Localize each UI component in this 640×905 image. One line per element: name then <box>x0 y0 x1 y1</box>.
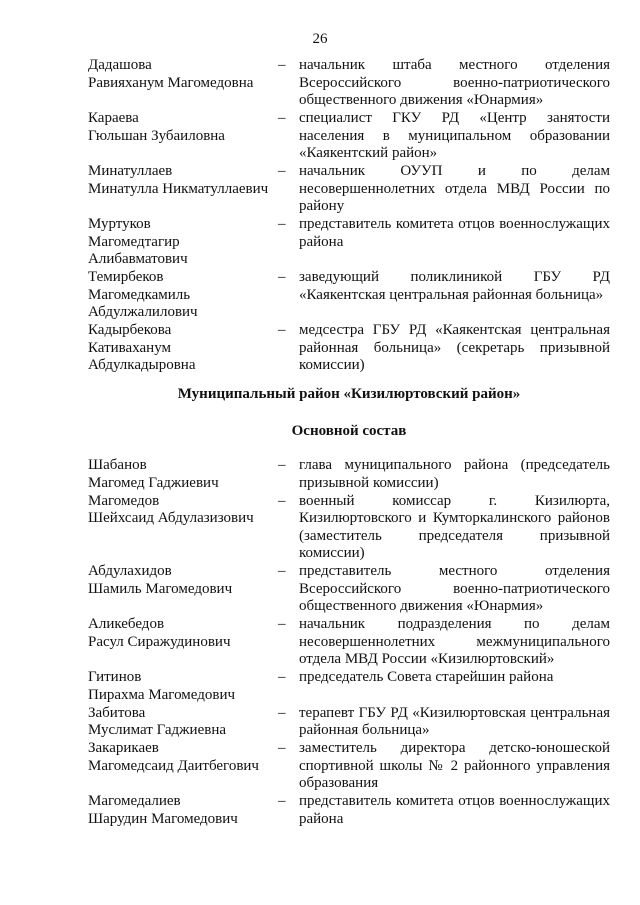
member-role: представитель местного отделения Всероссийского военно-патриотического общественного движения «Юнармия» <box>299 563 610 614</box>
member-role: представитель комитета отцов военнослужащих района <box>299 793 610 827</box>
member-name <box>88 616 276 669</box>
member-name <box>88 705 276 740</box>
member-name-line: Минатулла Никматуллаевич <box>88 180 269 197</box>
dash-separator: – <box>278 740 286 756</box>
member-name-line: Шамиль Магомедович <box>88 580 233 597</box>
dash-separator: – <box>278 110 286 126</box>
member-name-line: Магомедалиев <box>88 793 181 809</box>
member-role: терапевт ГБУ РД «Кизилюртовская центральная районная больница» <box>299 704 610 738</box>
member-name-line: Шарудин Магомедович <box>88 810 238 827</box>
member-role: председатель Совета старейшин района <box>299 669 554 685</box>
member-name <box>88 322 276 375</box>
dash-separator: – <box>278 269 286 285</box>
member-name-line: Равияханум Магомедовна <box>88 74 254 91</box>
member-name-line: Шабанов <box>88 457 147 473</box>
member-name-line: Закарикаев <box>88 740 159 756</box>
member-name <box>88 457 276 492</box>
main-composition-list <box>88 457 610 828</box>
member-entry <box>88 616 610 669</box>
dash-separator: – <box>278 216 286 232</box>
member-entry <box>88 322 610 375</box>
member-name-line: Абдулжалилович <box>88 304 198 320</box>
member-name-line: Аликебедов <box>88 616 165 632</box>
page-number: 26 <box>312 31 328 47</box>
member-name <box>88 669 276 704</box>
dash-separator: – <box>278 669 286 685</box>
member-entry <box>88 493 610 563</box>
member-name-line: Кадырбекова <box>88 322 172 338</box>
member-name-line: Пирахма Магомедович <box>88 686 236 703</box>
commission-members-list <box>88 57 610 375</box>
member-role: заведующий поликлиникой ГБУ РД «Каякентская центральная районная больница» <box>299 269 610 303</box>
member-name-line: Алибавматович <box>88 251 188 267</box>
member-entry <box>88 216 610 269</box>
member-role: начальник штаба местного отделения Всероссийского военно-патриотического общественного движения «Юнармия» <box>299 57 610 108</box>
composition-heading: Основной состав <box>291 423 407 439</box>
member-name-line: Магомедов <box>88 492 160 509</box>
member-role: специалист ГКУ РД «Центр занятости населения в муниципальном образовании «Каякентский район» <box>299 110 610 161</box>
member-name-line: Муртуков <box>88 216 151 232</box>
member-name <box>88 216 276 269</box>
member-name-line: Магомедсаид Даитбегович <box>88 757 259 774</box>
dash-separator: – <box>278 563 286 579</box>
member-name-line: Забитова <box>88 704 146 721</box>
dash-separator: – <box>278 322 286 338</box>
dash-separator: – <box>278 457 286 473</box>
member-name <box>88 493 276 563</box>
dash-separator: – <box>278 492 286 509</box>
member-entry <box>88 669 610 704</box>
member-name <box>88 740 276 793</box>
member-role: заместитель директора детско-юношеской спортивной школы № 2 районного управления образования <box>299 740 610 791</box>
member-entry <box>88 793 610 828</box>
member-name-line: Гюльшан Зубаиловна <box>88 127 225 144</box>
member-entry <box>88 457 610 492</box>
district-heading: Муниципальный район «Кизилюртовский район» <box>177 386 521 402</box>
dash-separator: – <box>278 163 286 179</box>
member-role: медсестра ГБУ РД «Каякентская центральная районная больница» (секретарь призывной комиссии) <box>299 322 610 373</box>
member-name <box>88 563 276 616</box>
member-entry <box>88 163 610 216</box>
member-name-line: Шейхсаид Абдулазизович <box>88 510 254 526</box>
member-name-line: Магомедкамиль <box>88 286 191 303</box>
member-name-line: Гитинов <box>88 669 142 685</box>
member-name-line: Караева <box>88 110 139 126</box>
member-name-line: Магомедтагир <box>88 233 180 250</box>
member-name-line: Абдулкадыровна <box>88 357 196 373</box>
member-name-line: Темирбеков <box>88 269 164 285</box>
member-entry <box>88 110 610 163</box>
member-name-line: Минатуллаев <box>88 163 173 179</box>
member-entry <box>88 269 610 322</box>
member-entry <box>88 740 610 793</box>
member-name <box>88 793 276 828</box>
member-name-line: Дадашова <box>88 57 152 73</box>
member-name-line: Расул Сиражудинович <box>88 633 231 650</box>
member-entry <box>88 57 610 110</box>
dash-separator: – <box>278 616 286 632</box>
member-role: военный комиссар г. Кизилюрта, Кизилюртовского и Кумторкалинского районов (заместитель председателя призывной комиссии) <box>299 492 610 561</box>
dash-separator: – <box>278 57 286 73</box>
member-entry <box>88 705 610 740</box>
member-name <box>88 163 276 216</box>
member-name-line: Абдулахидов <box>88 563 172 579</box>
dash-separator: – <box>278 793 286 809</box>
member-role: начальник подразделения по делам несовершеннолетних межмуниципального отдела МВД России «Кизилюртовский» <box>299 616 610 667</box>
member-entry <box>88 563 610 616</box>
member-name <box>88 110 276 163</box>
member-role: представитель комитета отцов военнослужащих района <box>299 216 610 250</box>
member-name <box>88 57 276 110</box>
member-name-line: Кативаханум <box>88 339 171 356</box>
dash-separator: – <box>278 704 286 721</box>
member-name-line: Магомед Гаджиевич <box>88 474 219 491</box>
member-name <box>88 269 276 322</box>
member-role: начальник ОУУП и по делам несовершеннолетних отдела МВД России по району <box>299 163 610 214</box>
member-name-line: Муслимат Гаджиевна <box>88 722 227 738</box>
member-role: глава муниципального района (председатель призывной комиссии) <box>299 457 610 491</box>
